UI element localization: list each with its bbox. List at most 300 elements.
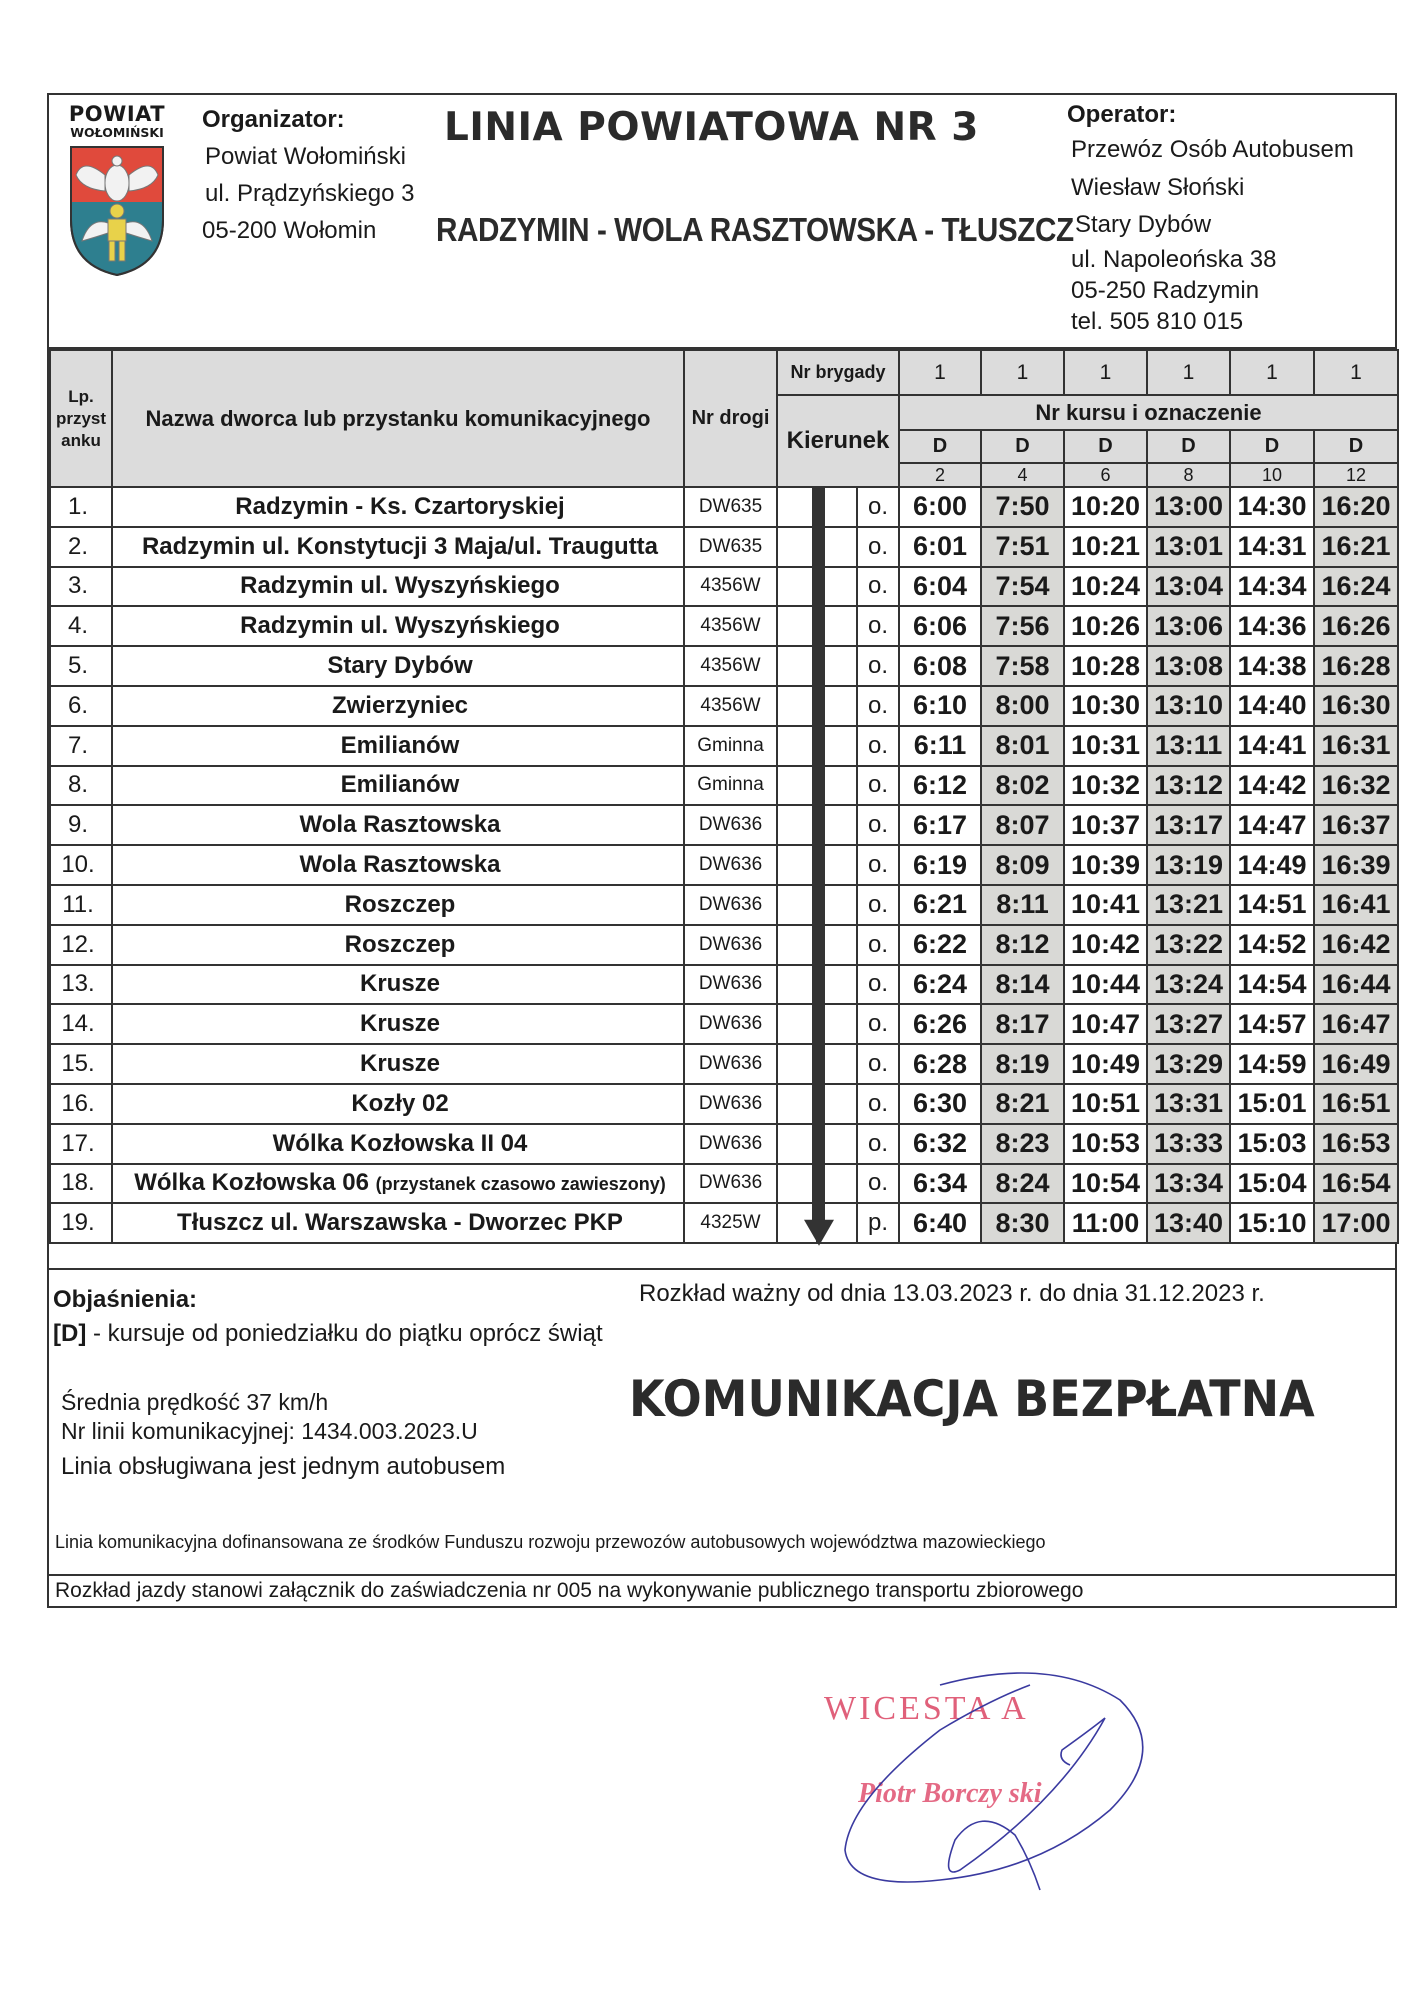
course-mark: D — [1230, 430, 1314, 463]
funding-note: Linia komunikacyjna dofinansowana ze środków Funduszu rozwoju przewozów autobusowych województwa mazowieckiego — [55, 1532, 1046, 1553]
header-lp: Lp. przyst anku — [50, 350, 112, 487]
direction-cell — [777, 965, 817, 1005]
average-speed: Średnia prędkość 37 km/h — [61, 1389, 329, 1416]
stop-name — [112, 726, 684, 766]
departure-time: 6:01 — [899, 527, 981, 567]
brigade-value: 1 — [1147, 350, 1230, 395]
stop-type: o. — [857, 965, 899, 1005]
table-row — [50, 1124, 1398, 1164]
stop-name-text: Roszczep — [344, 930, 456, 958]
page-title: LINIA POWIATOWA NR 3 — [444, 105, 979, 150]
direction-cell — [777, 567, 817, 607]
stop-number: 12. — [50, 925, 112, 965]
stop-number: 15. — [50, 1044, 112, 1084]
departure-time: 16:28 — [1314, 646, 1398, 686]
stop-name-text: Wólka Kozłowska 06 — [134, 1169, 369, 1197]
departure-time: 8:24 — [981, 1164, 1064, 1204]
stop-number: 2. — [50, 527, 112, 567]
table-row — [50, 726, 1398, 766]
departure-time: 14:51 — [1230, 885, 1314, 925]
departure-time: 7:56 — [981, 606, 1064, 646]
stop-name — [112, 686, 684, 726]
departure-time: 6:00 — [899, 487, 981, 527]
table-row — [50, 1164, 1398, 1204]
departure-time: 13:29 — [1147, 1044, 1230, 1084]
departure-time: 6:40 — [899, 1203, 981, 1243]
brigade-value: 1 — [899, 350, 981, 395]
departure-time: 16:49 — [1314, 1044, 1398, 1084]
departure-time: 8:02 — [981, 766, 1064, 806]
stop-name-text: Emilianów — [340, 771, 460, 799]
direction-arrow-cell — [817, 726, 857, 766]
crest-line2: WOŁOMIŃSKI — [70, 125, 164, 140]
free-transport-banner: KOMUNIKACJA BEZPŁATNA — [629, 1370, 1315, 1429]
table-row — [50, 567, 1398, 607]
direction-arrow-cell — [817, 845, 857, 885]
departure-time: 14:31 — [1230, 527, 1314, 567]
departure-time: 16:24 — [1314, 567, 1398, 607]
direction-cell — [777, 845, 817, 885]
stop-type: o. — [857, 845, 899, 885]
line-info — [61, 1388, 478, 1446]
direction-cell — [777, 487, 817, 527]
header-stop-name: Nazwa dworca lub przystanku komunikacyjnego — [112, 350, 684, 487]
departure-time: 8:30 — [981, 1203, 1064, 1243]
crest-line1: POWIAT — [68, 102, 166, 126]
departure-time: 14:52 — [1230, 925, 1314, 965]
stop-type: o. — [857, 646, 899, 686]
departure-time: 13:01 — [1147, 527, 1230, 567]
departure-time: 14:59 — [1230, 1044, 1314, 1084]
departure-time: 6:08 — [899, 646, 981, 686]
table-row — [50, 1084, 1398, 1124]
departure-time: 7:50 — [981, 487, 1064, 527]
brigade-value: 1 — [1230, 350, 1314, 395]
departure-time: 8:19 — [981, 1044, 1064, 1084]
direction-arrow-cell — [817, 487, 857, 527]
stop-type: o. — [857, 766, 899, 806]
road-number: DW636 — [684, 1124, 777, 1164]
departure-time: 16:47 — [1314, 1004, 1398, 1044]
stop-number: 10. — [50, 845, 112, 885]
road-number: DW636 — [684, 1044, 777, 1084]
line-number: Nr linii komunikacyjnej: 1434.003.2023.U — [61, 1418, 478, 1445]
departure-time: 13:12 — [1147, 766, 1230, 806]
direction-arrow-cell — [817, 606, 857, 646]
footer — [49, 1268, 1395, 1574]
stop-number: 3. — [50, 567, 112, 607]
stop-type: o. — [857, 567, 899, 607]
departure-time: 13:21 — [1147, 885, 1230, 925]
stop-number: 16. — [50, 1084, 112, 1124]
departure-time: 8:14 — [981, 965, 1064, 1005]
course-number: 4 — [981, 463, 1064, 487]
road-number: 4356W — [684, 686, 777, 726]
departure-time: 14:40 — [1230, 686, 1314, 726]
stop-name — [112, 885, 684, 925]
stop-type: o. — [857, 1004, 899, 1044]
direction-cell — [777, 646, 817, 686]
legend-d-text: - kursuje od poniedziałku do piątku oprócz świąt — [86, 1320, 603, 1348]
stop-type: o. — [857, 925, 899, 965]
departure-time: 16:41 — [1314, 885, 1398, 925]
stop-name — [112, 487, 684, 527]
timetable — [49, 349, 1399, 1244]
departure-time: 13:17 — [1147, 805, 1230, 845]
stop-name-text: Krusze — [359, 970, 441, 998]
header — [49, 95, 1395, 349]
road-number: DW635 — [684, 527, 777, 567]
organizer-label: Organizator: — [202, 106, 345, 133]
departure-time: 14:54 — [1230, 965, 1314, 1005]
departure-time: 16:20 — [1314, 487, 1398, 527]
stamp-title: WICESTA A — [824, 1690, 1029, 1727]
road-number: 4325W — [684, 1203, 777, 1243]
direction-cell — [777, 726, 817, 766]
departure-time: 13:11 — [1147, 726, 1230, 766]
stop-number: 19. — [50, 1203, 112, 1243]
departure-time: 13:24 — [1147, 965, 1230, 1005]
departure-time: 8:07 — [981, 805, 1064, 845]
road-number: DW636 — [684, 965, 777, 1005]
departure-time: 10:47 — [1064, 1004, 1147, 1044]
stop-number: 18. — [50, 1164, 112, 1204]
road-number: DW636 — [684, 1004, 777, 1044]
direction-cell — [777, 885, 817, 925]
departure-time: 6:12 — [899, 766, 981, 806]
stop-number: 11. — [50, 885, 112, 925]
departure-time: 6:06 — [899, 606, 981, 646]
timetable-sheet — [47, 93, 1397, 1608]
stop-name-text: Radzymin ul. Wyszyńskiego — [240, 612, 560, 640]
departure-time: 8:11 — [981, 885, 1064, 925]
organizer-line: ul. Prądzyńskiego 3 — [205, 180, 415, 207]
road-number: DW635 — [684, 487, 777, 527]
stop-type: o. — [857, 686, 899, 726]
stop-name-text: Emilianów — [340, 731, 460, 759]
stop-name-text: Kozły 02 — [351, 1089, 449, 1117]
departure-time: 10:41 — [1064, 885, 1147, 925]
road-number: 4356W — [684, 567, 777, 607]
stop-name — [112, 646, 684, 686]
stop-type: o. — [857, 487, 899, 527]
direction-arrow-cell — [817, 1084, 857, 1124]
departure-time: 6:32 — [899, 1124, 981, 1164]
coat-of-arms-icon — [68, 145, 166, 277]
stop-name — [112, 925, 684, 965]
departure-time: 15:10 — [1230, 1203, 1314, 1243]
departure-time: 10:32 — [1064, 766, 1147, 806]
table-row — [50, 1004, 1398, 1044]
departure-time: 13:10 — [1147, 686, 1230, 726]
signature-icon — [790, 1660, 1170, 1900]
direction-arrow-cell — [817, 1004, 857, 1044]
road-number: DW636 — [684, 1164, 777, 1204]
road-number: 4356W — [684, 646, 777, 686]
course-mark: D — [1314, 430, 1398, 463]
stop-name-text: Krusze — [359, 1010, 441, 1038]
departure-time: 16:30 — [1314, 686, 1398, 726]
road-number: Gminna — [684, 766, 777, 806]
direction-arrow-cell — [817, 885, 857, 925]
departure-time: 16:44 — [1314, 965, 1398, 1005]
departure-time: 10:28 — [1064, 646, 1147, 686]
stop-number: 5. — [50, 646, 112, 686]
course-mark: D — [1147, 430, 1230, 463]
operator-line: tel. 505 810 015 — [1071, 308, 1244, 335]
table-row — [50, 527, 1398, 567]
departure-time: 15:03 — [1230, 1124, 1314, 1164]
departure-time: 13:27 — [1147, 1004, 1230, 1044]
departure-time: 16:53 — [1314, 1124, 1398, 1164]
table-row — [50, 1044, 1398, 1084]
brigade-value: 1 — [981, 350, 1064, 395]
departure-time: 8:12 — [981, 925, 1064, 965]
spacer — [49, 1244, 1395, 1268]
direction-cell — [777, 1203, 817, 1243]
departure-time: 8:09 — [981, 845, 1064, 885]
operator-label: Operator: — [1067, 101, 1177, 128]
stop-number: 8. — [50, 766, 112, 806]
direction-cell — [777, 1084, 817, 1124]
direction-arrow-cell — [817, 646, 857, 686]
validity-text: Rozkład ważny od dnia 13.03.2023 r. do dnia 31.12.2023 r. — [639, 1280, 1265, 1308]
road-number: DW636 — [684, 885, 777, 925]
departure-time: 16:51 — [1314, 1084, 1398, 1124]
departure-time: 14:38 — [1230, 646, 1314, 686]
stop-name-text: Radzymin ul. Wyszyńskiego — [240, 572, 560, 600]
departure-time: 13:04 — [1147, 567, 1230, 607]
departure-time: 15:04 — [1230, 1164, 1314, 1204]
stamp-name: Piotr Borczy ski — [858, 1778, 1042, 1809]
stop-number: 13. — [50, 965, 112, 1005]
stop-type: o. — [857, 1124, 899, 1164]
operator-line: Stary Dybów — [1075, 211, 1212, 238]
departure-time: 8:17 — [981, 1004, 1064, 1044]
departure-time: 16:42 — [1314, 925, 1398, 965]
departure-time: 10:42 — [1064, 925, 1147, 965]
departure-time: 16:32 — [1314, 766, 1398, 806]
course-number: 8 — [1147, 463, 1230, 487]
direction-arrow-cell — [817, 567, 857, 607]
stop-type: o. — [857, 885, 899, 925]
legend-d — [53, 1320, 603, 1348]
stop-name-text: Zwierzyniec — [331, 691, 469, 719]
departure-time: 14:42 — [1230, 766, 1314, 806]
departure-time: 10:31 — [1064, 726, 1147, 766]
operator-line: Wiesław Słoński — [1071, 174, 1245, 201]
stop-name — [112, 766, 684, 806]
departure-time: 8:01 — [981, 726, 1064, 766]
stop-number: 4. — [50, 606, 112, 646]
stop-type: o. — [857, 1044, 899, 1084]
road-number: DW636 — [684, 1084, 777, 1124]
operator-line: 05-250 Radzymin — [1071, 277, 1260, 304]
stop-name — [112, 1164, 684, 1204]
stop-number: 14. — [50, 1004, 112, 1044]
stop-name-text: Wólka Kozłowska II 04 — [272, 1129, 528, 1157]
table-row — [50, 925, 1398, 965]
direction-cell — [777, 766, 817, 806]
stop-name — [112, 567, 684, 607]
direction-cell — [777, 805, 817, 845]
departure-time: 10:51 — [1064, 1084, 1147, 1124]
departure-time: 10:39 — [1064, 845, 1147, 885]
table-row — [50, 1203, 1398, 1243]
road-number: 4356W — [684, 606, 777, 646]
course-number: 12 — [1314, 463, 1398, 487]
direction-cell — [777, 527, 817, 567]
stop-name-note: (przystanek czasowo zawieszony) — [375, 1174, 666, 1195]
official-stamp — [790, 1660, 1170, 1900]
direction-cell — [777, 686, 817, 726]
operator-line: ul. Napoleońska 38 — [1071, 246, 1277, 273]
departure-time: 8:21 — [981, 1084, 1064, 1124]
departure-time: 10:44 — [1064, 965, 1147, 1005]
departure-time: 14:34 — [1230, 567, 1314, 607]
departure-time: 13:34 — [1147, 1164, 1230, 1204]
direction-arrow-cell — [817, 805, 857, 845]
legend-d-mark: [D] — [53, 1320, 87, 1348]
brigade-value: 1 — [1314, 350, 1398, 395]
departure-time: 16:54 — [1314, 1164, 1398, 1204]
table-row — [50, 845, 1398, 885]
departure-time: 16:26 — [1314, 606, 1398, 646]
departure-time: 16:31 — [1314, 726, 1398, 766]
stop-type: o. — [857, 726, 899, 766]
departure-time: 13:06 — [1147, 606, 1230, 646]
departure-time: 6:24 — [899, 965, 981, 1005]
stop-name — [112, 1044, 684, 1084]
departure-time: 10:49 — [1064, 1044, 1147, 1084]
operator-block — [1067, 99, 1354, 337]
departure-time: 16:37 — [1314, 805, 1398, 845]
departure-time: 10:26 — [1064, 606, 1147, 646]
course-mark: D — [1064, 430, 1147, 463]
departure-time: 6:11 — [899, 726, 981, 766]
organizer-line: Powiat Wołomiński — [205, 143, 406, 170]
stop-name-text: Wola Rasztowska — [299, 851, 501, 879]
road-number: DW636 — [684, 925, 777, 965]
stop-name-text: Radzymin ul. Konstytucji 3 Maja/ul. Traugutta — [141, 532, 659, 560]
stop-number: 17. — [50, 1124, 112, 1164]
departure-time: 13:00 — [1147, 487, 1230, 527]
header-road: Nr drogi — [684, 350, 777, 487]
departure-time: 14:47 — [1230, 805, 1314, 845]
departure-time: 6:30 — [899, 1084, 981, 1124]
stop-name-text: Roszczep — [344, 890, 456, 918]
departure-time: 8:23 — [981, 1124, 1064, 1164]
table-row — [50, 805, 1398, 845]
departure-time: 8:00 — [981, 686, 1064, 726]
direction-cell — [777, 925, 817, 965]
departure-time: 15:01 — [1230, 1084, 1314, 1124]
operator-line: Przewóz Osób Autobusem — [1071, 136, 1354, 163]
course-number: 10 — [1230, 463, 1314, 487]
stop-number: 7. — [50, 726, 112, 766]
stop-name-text: Stary Dybów — [327, 652, 473, 680]
departure-time: 6:26 — [899, 1004, 981, 1044]
departure-time: 14:49 — [1230, 845, 1314, 885]
table-row — [50, 885, 1398, 925]
stop-name-text: Wola Rasztowska — [299, 811, 501, 839]
direction-cell — [777, 1164, 817, 1204]
direction-arrow-cell — [817, 527, 857, 567]
direction-arrow-cell — [817, 686, 857, 726]
departure-time: 6:34 — [899, 1164, 981, 1204]
departure-time: 13:22 — [1147, 925, 1230, 965]
departure-time: 10:53 — [1064, 1124, 1147, 1164]
departure-time: 13:08 — [1147, 646, 1230, 686]
stop-name — [112, 527, 684, 567]
direction-arrow-cell — [817, 1164, 857, 1204]
county-crest — [67, 103, 167, 277]
stop-type: o. — [857, 1164, 899, 1204]
road-number: DW636 — [684, 805, 777, 845]
one-bus-note: Linia obsługiwana jest jednym autobusem — [61, 1453, 506, 1481]
direction-cell — [777, 1044, 817, 1084]
departure-time: 7:51 — [981, 527, 1064, 567]
departure-time: 16:39 — [1314, 845, 1398, 885]
course-mark: D — [899, 430, 981, 463]
header-course: Nr kursu i oznaczenie — [899, 395, 1398, 430]
direction-arrow-cell — [817, 1044, 857, 1084]
departure-time: 6:17 — [899, 805, 981, 845]
departure-time: 7:58 — [981, 646, 1064, 686]
departure-time: 11:00 — [1064, 1203, 1147, 1243]
stop-type: o. — [857, 805, 899, 845]
direction-arrow-cell — [817, 965, 857, 1005]
direction-arrow-cell — [817, 1203, 857, 1243]
stop-name-text: Krusze — [359, 1050, 441, 1078]
stop-type: o. — [857, 1084, 899, 1124]
departure-time: 13:33 — [1147, 1124, 1230, 1164]
departure-time: 6:19 — [899, 845, 981, 885]
table-row — [50, 766, 1398, 806]
course-mark: D — [981, 430, 1064, 463]
departure-time: 6:28 — [899, 1044, 981, 1084]
direction-arrow-cell — [817, 925, 857, 965]
stop-type: o. — [857, 527, 899, 567]
direction-arrow-cell — [817, 1124, 857, 1164]
stop-number: 9. — [50, 805, 112, 845]
table-row — [50, 965, 1398, 1005]
departure-time: 6:04 — [899, 567, 981, 607]
table-row — [50, 487, 1398, 527]
stop-name — [112, 1084, 684, 1124]
stop-type: o. — [857, 606, 899, 646]
organizer-line: 05-200 Wołomin — [202, 217, 377, 244]
stop-number: 1. — [50, 487, 112, 527]
direction-cell — [777, 1004, 817, 1044]
departure-time: 16:21 — [1314, 527, 1398, 567]
stop-number: 6. — [50, 686, 112, 726]
table-row — [50, 686, 1398, 726]
departure-time: 10:20 — [1064, 487, 1147, 527]
departure-time: 10:30 — [1064, 686, 1147, 726]
stop-name — [112, 1004, 684, 1044]
stop-name — [112, 1124, 684, 1164]
direction-arrow-cell — [817, 766, 857, 806]
table-row — [50, 646, 1398, 686]
departure-time: 17:00 — [1314, 1203, 1398, 1243]
stop-name — [112, 1203, 684, 1243]
road-number: DW636 — [684, 845, 777, 885]
departure-time: 6:10 — [899, 686, 981, 726]
stop-type: p. — [857, 1203, 899, 1243]
departure-time: 14:30 — [1230, 487, 1314, 527]
course-number: 2 — [899, 463, 981, 487]
